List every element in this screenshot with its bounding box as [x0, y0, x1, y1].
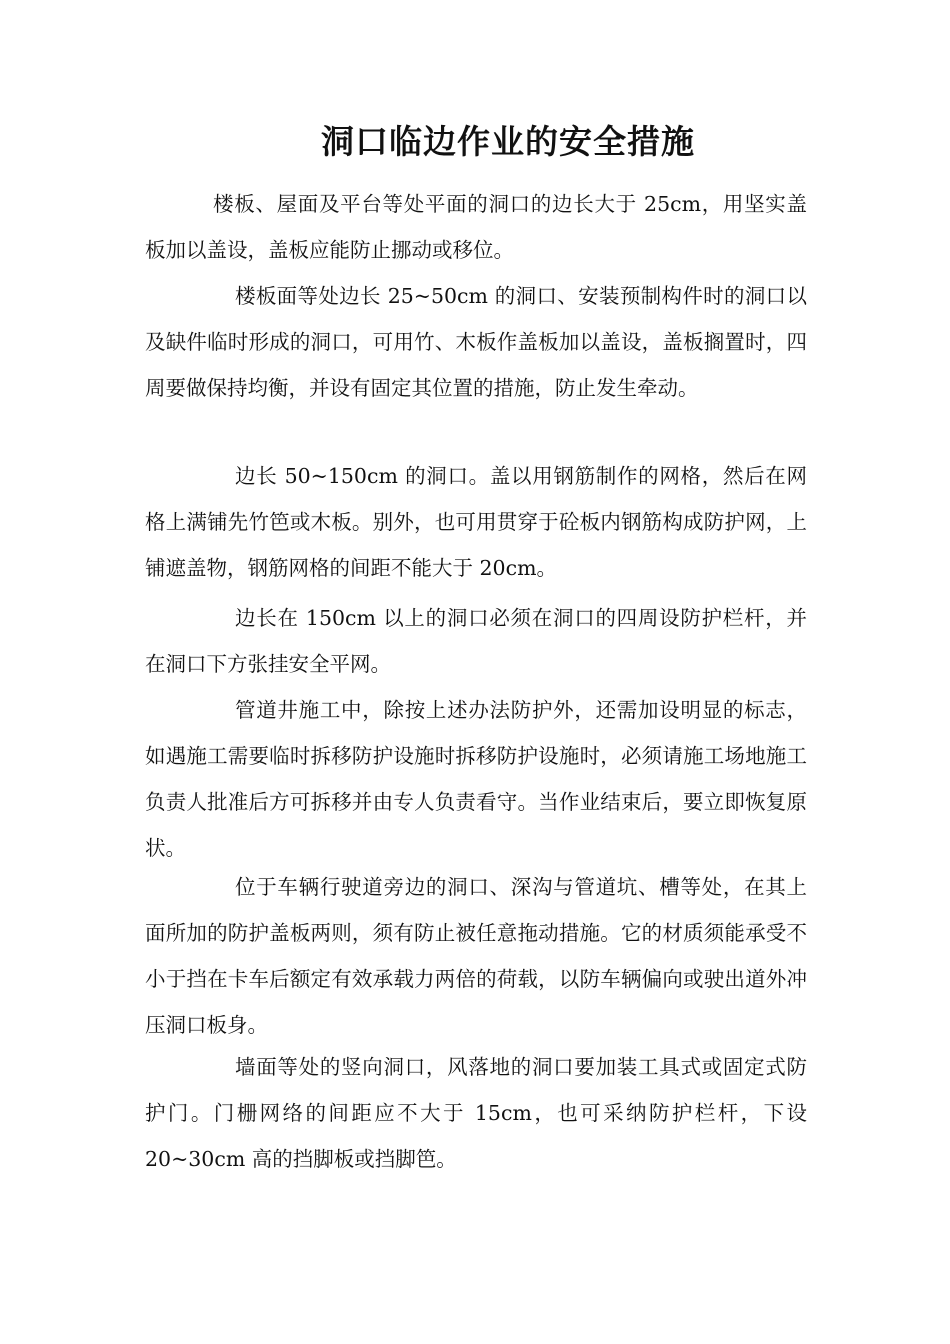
paragraph-7: 墙面等处的竖向洞口，风落地的洞口要加装工具式或固定式防护门。门栅网络的间距应不大于 15cm，也可采纳防护栏杆，下设 20~30cm 高的挡脚板或挡脚笆。 — [145, 1055, 807, 1171]
paragraph-4: 边长在 150cm 以上的洞口必须在洞口的四周设防护栏杆，并在洞口下方张挂安全平网。 — [145, 606, 807, 676]
document-title: 洞口临边作业的安全措施 — [321, 122, 695, 161]
paragraph-5: 管道井施工中，除按上述办法防护外，还需加设明显的标志，如遇施工需要临时拆移防护设施时拆移防护设施时，必须请施工场地施工负责人批准后方可拆移并由专人负责看守。当作业结束后，要立即恢复原状。 — [145, 698, 807, 860]
paragraph-1: 楼板、屋面及平台等处平面的洞口的边长大于 25cm，用坚实盖板加以盖设，盖板应能防止挪动或移位。 — [145, 192, 807, 262]
paragraph-2: 楼板面等处边长 25~50cm 的洞口、安装预制构件时的洞口以及缺件临时形成的洞口，可用竹、木板作盖板加以盖设，盖板搁置时，四周要做保持均衡，并设有固定其位置的措施，防止发生牵动。 — [145, 284, 807, 400]
paragraph-3: 边长 50~150cm 的洞口。盖以用钢筋制作的网格，然后在网格上满铺先竹笆或木板。别外，也可用贯穿于砼板内钢筋构成防护网，上铺遮盖物，钢筋网格的间距不能大于 20cm。 — [145, 464, 807, 580]
paragraph-6: 位于车辆行驶道旁边的洞口、深沟与管道坑、槽等处，在其上面所加的防护盖板两则，须有防止被任意拖动措施。它的材质须能承受不小于挡在卡车后额定有效承载力两倍的荷载，以防车辆偏向或驶出道外冲压洞口板身。 — [145, 875, 807, 1037]
